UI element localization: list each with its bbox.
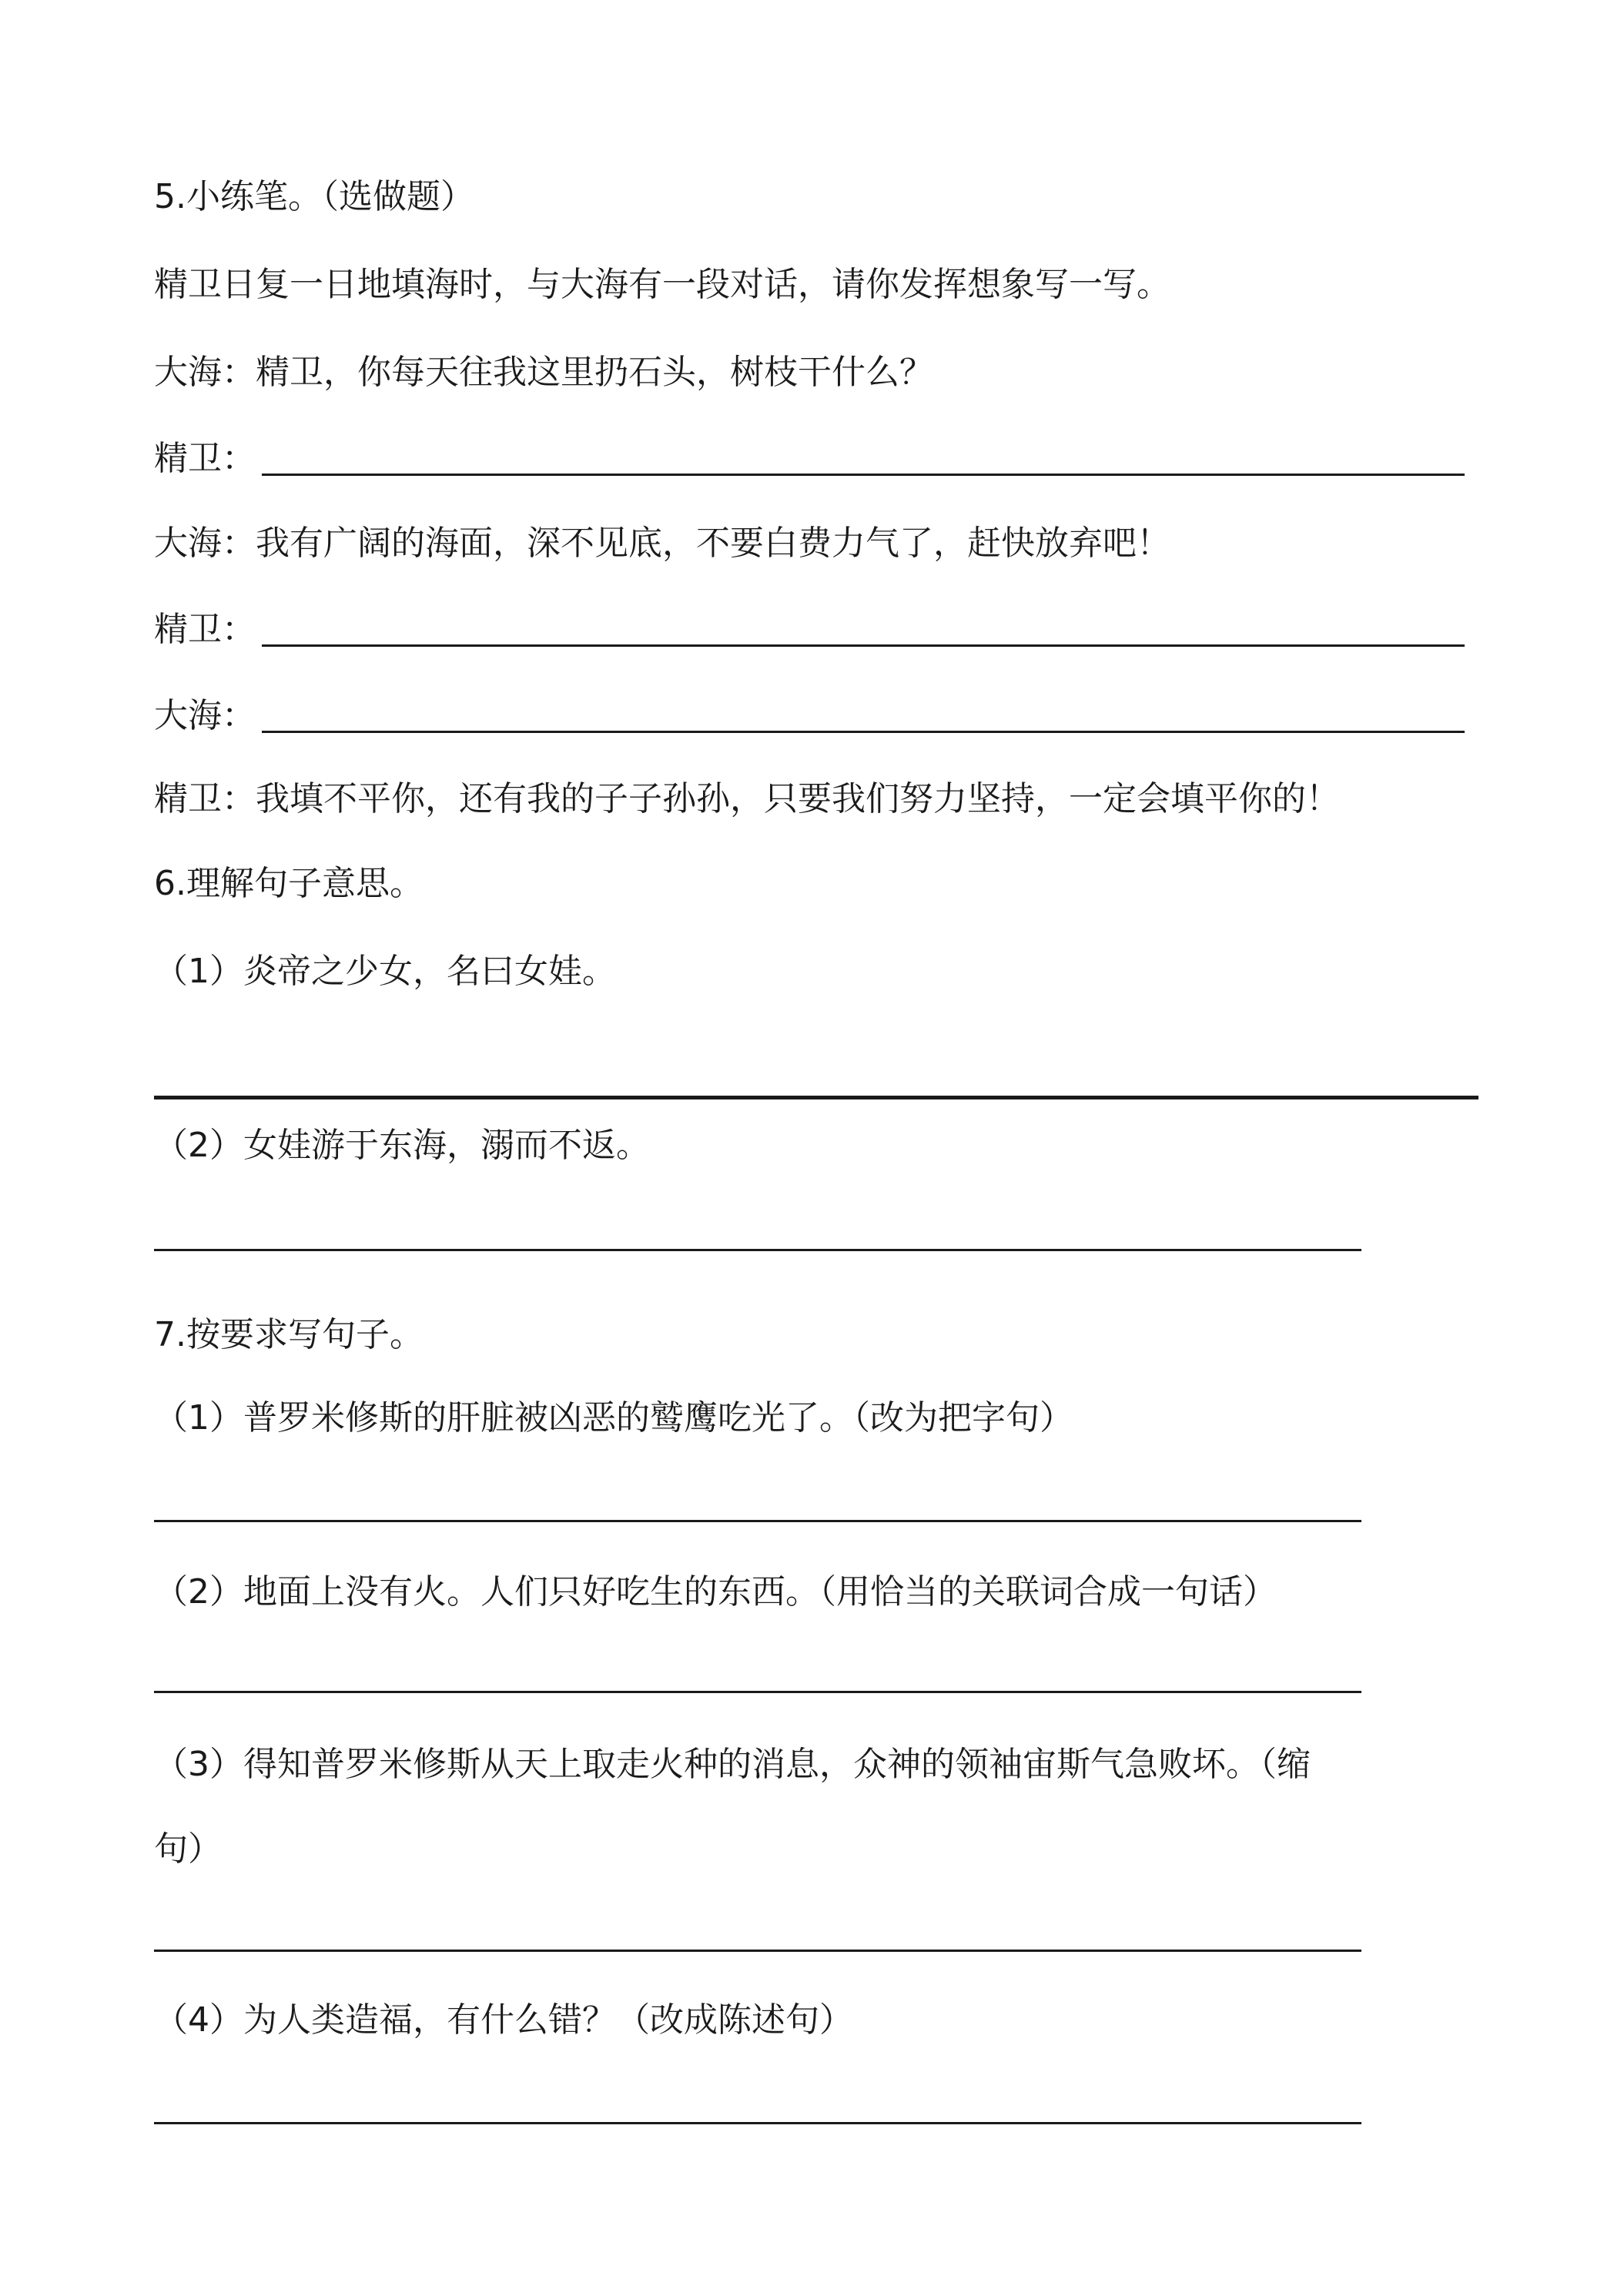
q6-title: 6.理解句子意思。 bbox=[154, 864, 424, 903]
q5-title: 5.小练笔。（选做题） bbox=[154, 177, 474, 216]
q7-item-2: （2）地面上没有火。人们只好吃生的东西。（用恰当的关联词合成一句话） bbox=[154, 1572, 1277, 1612]
q7-answer-line-3[interactable] bbox=[154, 1950, 1361, 1952]
q5-answer-blank-2[interactable] bbox=[262, 644, 1465, 647]
q5-speaker-label: 大海： bbox=[154, 696, 256, 735]
q5-answer-blank-1[interactable] bbox=[262, 474, 1465, 476]
q6-answer-line-2[interactable] bbox=[154, 1249, 1361, 1251]
q7-item-4: （4）为人类造福，有什么错？（改成陈述句） bbox=[154, 2000, 853, 2040]
q7-answer-line-2[interactable] bbox=[154, 1691, 1361, 1693]
q5-answer-row-3 bbox=[154, 693, 1465, 739]
q5-speaker-label: 精卫： bbox=[154, 610, 256, 649]
q5-answer-blank-3[interactable] bbox=[262, 731, 1465, 733]
q5-speaker-label: 精卫： bbox=[154, 439, 256, 478]
q5-dialogue-line-3: 大海：我有广阔的海面，深不见底，不要白费力气了，赶快放弃吧！ bbox=[154, 524, 1170, 563]
q7-answer-line-1[interactable] bbox=[154, 1520, 1361, 1522]
q7-answer-line-4[interactable] bbox=[154, 2122, 1361, 2124]
q7-item-1: （1）普罗米修斯的肝脏被凶恶的鹫鹰吃光了。（改为把字句） bbox=[154, 1398, 1073, 1438]
q6-answer-line-1[interactable] bbox=[154, 1096, 1478, 1099]
q7-item-3-continued: 句） bbox=[154, 1829, 222, 1869]
q6-item-1: （1）炎帝之少女，名曰女娃。 bbox=[154, 952, 616, 991]
q5-dialogue-line-1: 大海：精卫，你每天往我这里扔石头，树枝干什么？ bbox=[154, 353, 933, 392]
q5-prompt: 精卫日复一日地填海时，与大海有一段对话，请你发挥想象写一写。 bbox=[154, 265, 1170, 304]
q7-item-3: （3）得知普罗米修斯从天上取走火种的消息，众神的领袖宙斯气急败坏。（缩 bbox=[154, 1745, 1311, 1784]
q5-answer-row-2 bbox=[154, 607, 1465, 653]
q6-item-2: （2）女娃游于东海，溺而不返。 bbox=[154, 1126, 650, 1165]
q7-title: 7.按要求写句子。 bbox=[154, 1315, 424, 1354]
q5-answer-row-1 bbox=[154, 436, 1465, 482]
q5-dialogue-line-6: 精卫：我填不平你，还有我的子子孙孙，只要我们努力坚持，一定会填平你的！ bbox=[154, 779, 1340, 818]
